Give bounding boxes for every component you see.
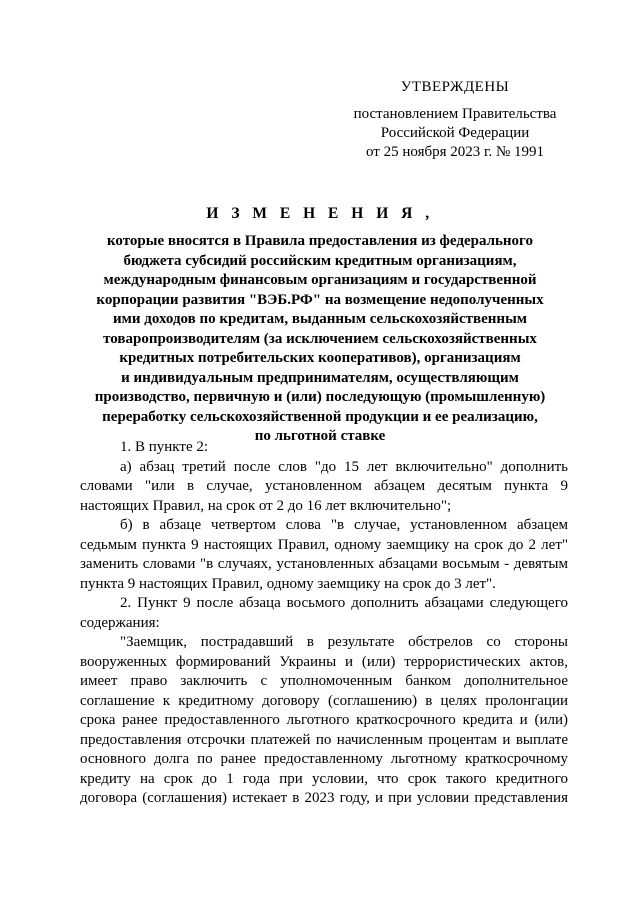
body-line: вооруженных формирований Украины и (или) террористических актов, <box>80 653 568 670</box>
document-subtitle <box>84 232 556 447</box>
approval-heading: УТВЕРЖДЕНЫ <box>400 79 510 95</box>
subtitle-line: корпорации развития "ВЭБ.РФ" на возмещение недополученных <box>96 291 544 308</box>
body-line: "Заемщик, пострадавший в результате обстрелов со стороны <box>120 634 568 650</box>
body-line: срока ранее предоставленного льготного краткосрочного кредита и (или) <box>80 712 568 728</box>
body-line: седьмым пункта 9 настоящих Правил, одному заемщику на срок до 2 лет" <box>80 536 568 553</box>
subtitle-line: международным финансовым организациям и государственной <box>103 272 537 288</box>
body-line: основного долга по ранее предоставленному льготному краткосрочному <box>80 751 568 767</box>
title-text: И З М Е Н Е Н И Я , <box>206 205 434 222</box>
subtitle-line: переработку сельскохозяйственной продукции и ее реализацию, <box>102 408 538 425</box>
subtitle-line: производство, первичную и (или) последующую (промышленную) <box>94 389 546 405</box>
body-line: предоставления отсрочки платежей по начисленным процентам и выплате <box>80 731 568 748</box>
body-line: содержания: <box>80 614 160 631</box>
subtitle-line: кредитных потребительских кооперативов), организациям <box>119 350 521 366</box>
body-line: 1. В пункте 2: <box>120 439 209 455</box>
body-line: соглашение к кредитному договору (соглашению) в целях пролонгации <box>80 692 568 709</box>
body-line: имеет право заключить с уполномоченным банком дополнительное <box>80 673 568 689</box>
document-body <box>80 438 568 809</box>
approval-line: Российской Федерации <box>380 125 530 141</box>
body-line: настоящих Правил, на срок от 2 до 16 лет включительно"; <box>80 497 452 514</box>
body-line: б) в абзаце четвертом слова "в случае, установленном абзацем <box>120 517 568 533</box>
approval-stamp <box>330 78 580 162</box>
subtitle-line: по льготной ставке <box>254 428 386 444</box>
body-line: 2. Пункт 9 после абзаца восьмого дополнить абзацами следующего <box>120 595 568 611</box>
body-line: заменить словами "в случаях, установленных абзацами восьмым - девятым <box>80 556 568 572</box>
body-line: кредиту на срок до 1 года при условии, что срок такого кредитного <box>80 770 568 787</box>
body-line: а) абзац третий после слов "до 15 лет включительно" дополнить <box>120 458 568 475</box>
subtitle-line: и индивидуальным предпринимателям, осуществляющим <box>121 369 519 386</box>
approval-date: от 25 ноября 2023 г. № 1991 <box>365 144 545 160</box>
subtitle-line: ими доходов по кредитам, выданным сельскохозяйственным <box>112 311 528 327</box>
body-line: пункта 9 настоящих Правил, одному заемщику на срок до 3 лет". <box>80 575 496 592</box>
approval-line: постановлением Правительства <box>353 106 557 122</box>
body-line: договора (соглашения) истекает в 2023 году, и при условии представления <box>80 790 568 806</box>
body-line: словами "или в случае, установленном абзацем десятым пункта 9 <box>80 478 568 494</box>
subtitle-line: бюджета субсидий российским кредитным организациям, <box>123 252 517 269</box>
document-title <box>60 205 580 223</box>
subtitle-line: которые вносятся в Правила предоставления из федерального <box>106 233 533 249</box>
subtitle-line: товаропроизводителям (за исключением сельскохозяйственных <box>103 330 537 347</box>
